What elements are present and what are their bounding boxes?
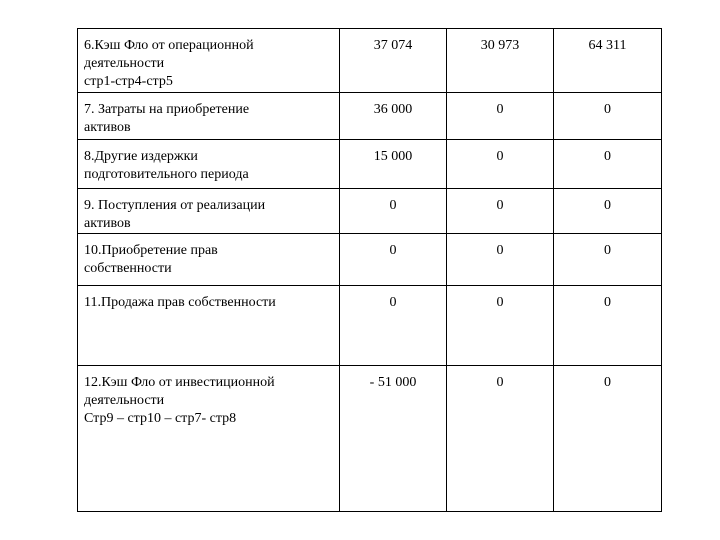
value: 0	[389, 198, 397, 213]
value-cell	[447, 140, 554, 189]
value-cell	[554, 93, 662, 140]
label-line: активов	[84, 216, 131, 231]
value-cell	[554, 366, 662, 512]
label-line: Стр9 – стр10 – стр7- стр8	[84, 411, 237, 426]
value: 30 973	[480, 38, 520, 53]
label-line: 11.Продажа прав собственности	[84, 295, 276, 310]
label-line: деятельности	[84, 56, 165, 71]
value-cell	[340, 93, 447, 140]
label-line: 6.Кэш Фло от операционной	[84, 38, 254, 53]
value-cell	[554, 140, 662, 189]
table-row	[78, 93, 662, 140]
label-line: 10.Приобретение прав	[84, 243, 218, 258]
table-row	[78, 234, 662, 286]
label-line: 9. Поступления от реализации	[84, 198, 266, 213]
row-label	[78, 189, 340, 234]
table-row	[78, 366, 662, 512]
label-line: собственности	[84, 261, 172, 276]
row-label	[78, 286, 340, 366]
value-cell	[554, 234, 662, 286]
value-cell	[340, 234, 447, 286]
value-cell	[554, 189, 662, 234]
value-cell	[340, 140, 447, 189]
value: 0	[604, 102, 611, 117]
table-row	[78, 140, 662, 189]
value-cell	[447, 189, 554, 234]
row-label	[78, 234, 340, 286]
value: 0	[496, 375, 504, 390]
value-cell	[554, 29, 662, 93]
value-cell	[447, 93, 554, 140]
value: 0	[389, 243, 397, 258]
value: 37 074	[373, 38, 413, 53]
value-cell	[447, 366, 554, 512]
row-label	[78, 366, 340, 512]
row-label	[78, 29, 340, 93]
value-cell	[340, 29, 447, 93]
label-line: стр1-стр4-стр5	[84, 74, 173, 89]
table-row	[78, 29, 662, 93]
value-cell	[554, 286, 662, 366]
value-cell	[447, 286, 554, 366]
value: 0	[496, 198, 504, 213]
value: 15 000	[373, 149, 413, 164]
row-label	[78, 140, 340, 189]
value: 0	[496, 243, 504, 258]
value: 36 000	[373, 102, 413, 117]
table-row	[78, 189, 662, 234]
value-cell	[340, 189, 447, 234]
value-cell	[447, 29, 554, 93]
value-cell	[447, 234, 554, 286]
label-line: 12.Кэш Фло от инвестиционной	[84, 375, 275, 390]
value: 0	[496, 149, 504, 164]
value: 64 311	[588, 38, 627, 53]
label-line: подготовительного периода	[84, 167, 249, 182]
value: 0	[496, 295, 504, 310]
label-line: активов	[84, 120, 131, 135]
value: 0	[604, 198, 611, 213]
label-line: 7. Затраты на приобретение	[84, 102, 250, 117]
value-cell	[340, 286, 447, 366]
table-row	[78, 286, 662, 366]
cash-flow-table	[77, 28, 662, 512]
value: 0	[389, 295, 397, 310]
value: 0	[496, 102, 504, 117]
value: 0	[604, 149, 611, 164]
value-cell	[340, 366, 447, 512]
label-line: 8.Другие издержки	[84, 149, 198, 164]
label-line: деятельности	[84, 393, 165, 408]
value: 0	[604, 295, 611, 310]
value: - 51 000	[369, 375, 417, 390]
value: 0	[604, 375, 611, 390]
row-label	[78, 93, 340, 140]
value: 0	[604, 243, 611, 258]
